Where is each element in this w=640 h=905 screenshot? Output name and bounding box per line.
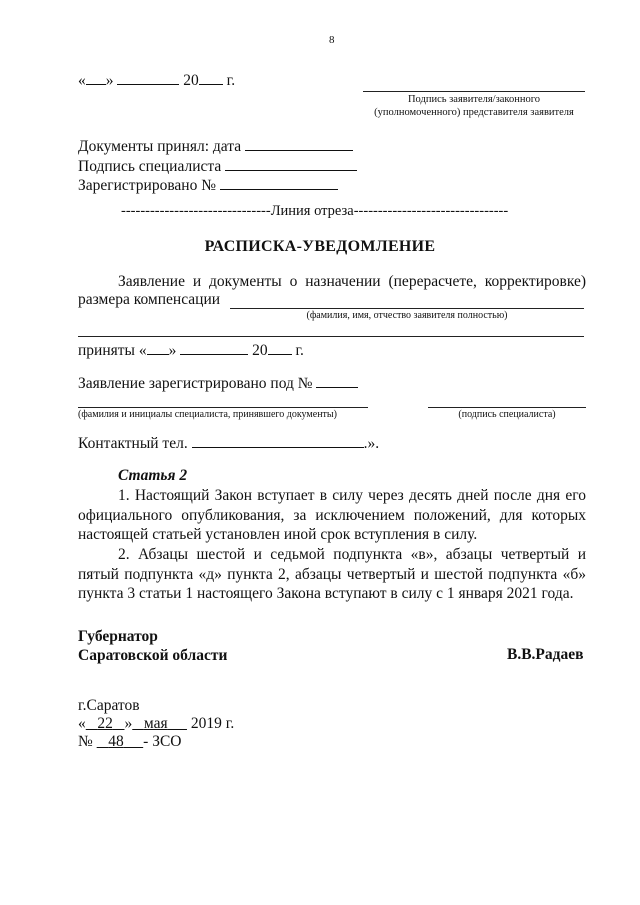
registered-number-blank: [316, 373, 358, 388]
registration-number-blank: [220, 175, 338, 190]
fio-line: [230, 308, 584, 309]
month-blank: [117, 70, 179, 85]
specialist-signature-line: [428, 407, 586, 408]
article-paragraph-2: 2. Абзацы шестой и седьмой подпункта «в», абзацы четвертый и пятый подпункта «д» пункта 2, абзацы четвертый и шестой подпункта «б» пункта 3 статьи 1 настоящего Закона вступают в силу с 1 января 2021 года.: [78, 546, 586, 602]
article-heading: Статья 2: [118, 467, 188, 484]
specialist-name-line: [78, 407, 368, 408]
footer-block: [78, 697, 234, 751]
accepted-year-blank: [268, 340, 292, 355]
applicant-signature-caption: Подпись заявителя/законного (уполномоченного) представителя заявителя: [374, 94, 574, 118]
article-paragraph-1: 1. Настоящий Закон вступает в силу через десять дней после дня его официального опубликования, за исключением положений, для которых настоящей статьей установлен иной срок вступления в силу.: [78, 487, 586, 543]
specialist-signature-blank: [225, 156, 357, 171]
signatory-title: Губернатор Саратовской области: [78, 628, 228, 664]
day-blank: [86, 70, 106, 85]
footer-date: « 22 » мая 2019 г.: [78, 715, 235, 732]
receipt-title: РАСПИСКА-УВЕДОМЛЕНИЕ: [204, 238, 436, 255]
accepted-month-blank: [180, 340, 248, 355]
footer-number: № 48 - ЗСО: [78, 733, 182, 750]
accepted-day-blank: [147, 340, 169, 355]
top-date: « » 20 г.: [78, 72, 236, 89]
specialist-signature-caption: (подпись специалиста): [458, 409, 556, 420]
receipt-intro-line1: Заявление и документы о назначении (перерасчете, корректировке): [118, 273, 586, 290]
year-blank: [199, 70, 223, 85]
acceptance-date-blank: [245, 136, 353, 151]
receipt-intro-line2: размера компенсации: [78, 291, 221, 308]
contact-phone: Контактный тел. .».: [78, 435, 380, 452]
cut-line: -------------------------------Линия отреза--------------------------------: [121, 203, 509, 219]
page-number: 8: [329, 34, 335, 46]
fio-caption: (фамилия, имя, отчество заявителя полностью): [306, 310, 508, 321]
specialist-name-caption: (фамилия и инициалы специалиста, принявшего документы): [78, 409, 337, 420]
accepted-date: приняты « » 20 г.: [78, 342, 304, 359]
footer-city: г.Саратов: [78, 697, 140, 714]
applicant-signature-line: [363, 91, 585, 92]
acceptance-block: Документы принял: дата Подпись специалиста Зарегистрировано №: [78, 136, 357, 195]
contact-phone-blank: [192, 433, 364, 448]
signatory-name: В.В.Радаев: [507, 646, 584, 663]
registered-under: Заявление зарегистрировано под №: [78, 373, 358, 393]
fio-continuation-line: [78, 336, 584, 337]
